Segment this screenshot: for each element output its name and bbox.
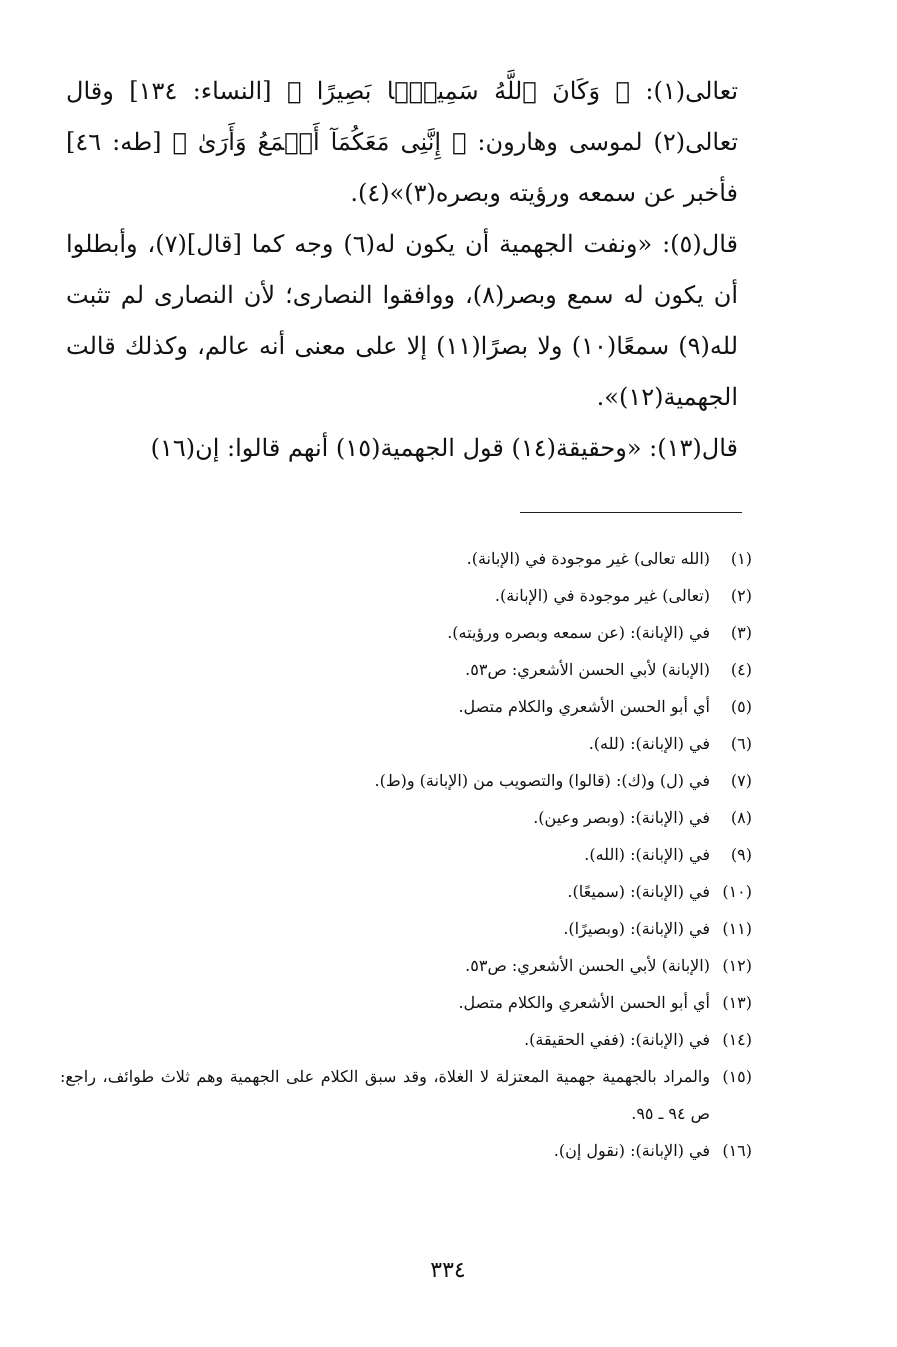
- footnote-text: في (الإبانة): (وبصيرًا).: [563, 919, 710, 938]
- footnotes: [60, 540, 752, 1169]
- footnote-16: [60, 1132, 752, 1169]
- footnote-number: (٧): [730, 771, 752, 790]
- footnote-7: [60, 762, 752, 799]
- footnote-text: (تعالى) غير موجودة في (الإبانة).: [494, 586, 710, 605]
- footnote-separator: [520, 512, 742, 513]
- footnote-number: (١٤): [722, 1030, 752, 1049]
- footnote-12: [60, 947, 752, 984]
- footnote-number: (٤): [730, 660, 752, 679]
- footnote-3: [60, 614, 752, 651]
- footnote-10: [60, 873, 752, 910]
- footnote-text: في (الإبانة): (لله).: [588, 734, 710, 753]
- footnote-number: (٦): [730, 734, 752, 753]
- footnote-text: (الإبانة) لأبي الحسن الأشعري: ص٥٣.: [465, 660, 710, 679]
- footnote-14: [60, 1021, 752, 1058]
- footnote-number: (٢): [730, 586, 752, 605]
- footnote-1: [60, 540, 752, 577]
- footnote-text: والمراد بالجهمية جهمية المعتزلة لا الغلاة، وقد سبق الكلام على الجهمية وهم ثلاث طوائف، راجع: ص ٩٤ ـ ٩٥.: [60, 1067, 710, 1123]
- footnote-number: (١٦): [722, 1141, 752, 1160]
- footnote-11: [60, 910, 752, 947]
- footnote-number: (٥): [730, 697, 752, 716]
- footnote-4: [60, 651, 752, 688]
- footnote-6: [60, 725, 752, 762]
- footnote-number: (١٢): [722, 956, 752, 975]
- paragraph-3: قال(١٣): «وحقيقة(١٤) قول الجهمية(١٥) أنهم قالوا: إن(١٦): [150, 434, 738, 462]
- footnote-5: [60, 688, 752, 725]
- footnote-number: (١٠): [722, 882, 752, 901]
- footnote-13: [60, 984, 752, 1021]
- paragraph-2: قال(٥): «ونفت الجهمية أن يكون له(٦) وجه كما [قال](٧)، وأبطلوا أن يكون له سمع وبصر(٨)، ووافقوا النصارى؛ لأن النصارى لم تثبت لله(٩) سمعًا(١٠) ولا بصرًا(١١) إلا على معنى أنه عالم، وكذلك قالت الجهمية(١٢)».: [66, 230, 739, 411]
- footnote-number: (١٥): [722, 1067, 752, 1086]
- footnote-number: (٣): [730, 623, 752, 642]
- footnote-text: في (الإبانة): (سميعًا).: [567, 882, 710, 901]
- main-text: [66, 66, 738, 474]
- footnote-text: في (الإبانة): (عن سمعه وبصره ورؤيته).: [447, 623, 710, 642]
- footnote-15: [60, 1058, 752, 1132]
- footnote-text: في (الإبانة): (الله).: [584, 845, 710, 864]
- footnote-2: [60, 577, 752, 614]
- footnote-text: أي أبو الحسن الأشعري والكلام متصل.: [458, 993, 710, 1012]
- footnote-number: (١١): [722, 919, 752, 938]
- footnote-text: (الله تعالى) غير موجودة في (الإبانة).: [466, 549, 710, 568]
- footnote-number: (١٣): [722, 993, 752, 1012]
- footnote-text: (الإبانة) لأبي الحسن الأشعري: ص٥٣.: [465, 956, 710, 975]
- footnote-number: (٨): [730, 808, 752, 827]
- footnote-text: أي أبو الحسن الأشعري والكلام متصل.: [458, 697, 710, 716]
- footnote-text: في (ل) و(ك): (قالوا) والتصويب من (الإبانة) و(ط).: [374, 771, 710, 790]
- footnote-text: في (الإبانة): (ففي الحقيقة).: [524, 1030, 710, 1049]
- footnote-number: (١): [730, 549, 752, 568]
- footnote-8: [60, 799, 752, 836]
- paragraph-1: تعالى(١): ﴿ وَكَانَ ٱللَّهُ سَمِيعًۢا بَصِيرًا ﴾ [النساء: ١٣٤] وقال تعالى(٢) لموسى وهارون: ﴿ إِنَّنِى مَعَكُمَآ أَسۡمَعُ وَأَرَىٰ ﴾ [طه: ٤٦] فأخبر عن سمعه ورؤيته وبصره(٣)»(٤).: [66, 77, 738, 207]
- footnote-text: في (الإبانة): (وبصر وعين).: [533, 808, 710, 827]
- footnote-number: (٩): [730, 845, 752, 864]
- page-number: ٣٣٤: [430, 1258, 466, 1283]
- footnote-text: في (الإبانة): (نقول إن).: [553, 1141, 710, 1160]
- footnote-9: [60, 836, 752, 873]
